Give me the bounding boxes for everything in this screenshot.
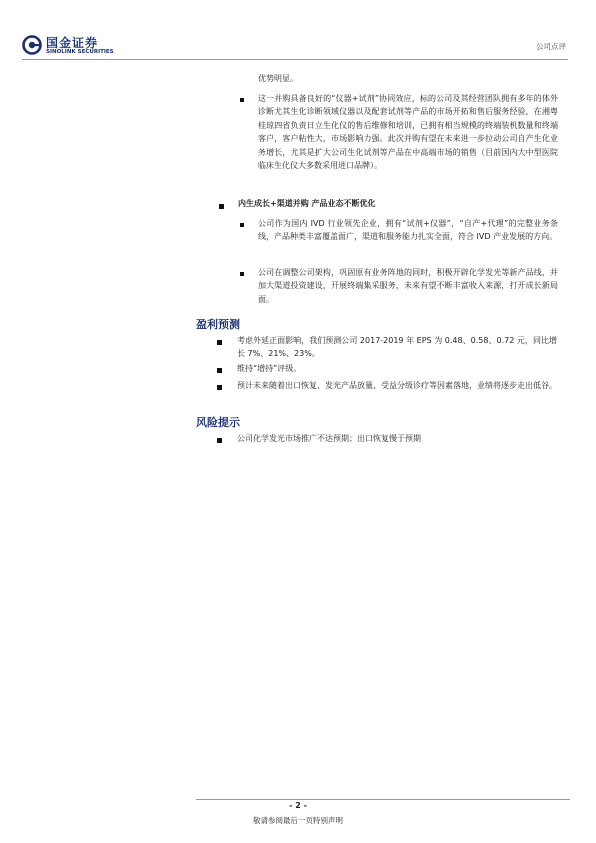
bullet-marker [217,385,222,390]
risk-section-title: 风险提示 [196,416,240,429]
bullet-marker [217,340,222,345]
bullet-marker [219,204,224,209]
intro-tail-text: 优势明显。 [258,74,298,83]
page-number: - 2 - [289,801,307,810]
bullet-marker [240,272,244,276]
bullet-marker [240,98,244,102]
bullet-marker [217,438,222,443]
page-header [0,0,596,60]
risk-item: 公司化学发光市场推广不达预期；出口恢复慢于预期 [237,434,421,443]
logo-emblem-icon [22,35,42,55]
footer-divider [196,799,570,800]
logo-english-name: SINOLINK SECURITIES [46,49,114,55]
logo-chinese-name: 国金证券 [46,36,99,50]
forecast-item-eps: 考虑外延正面影响，我们预测公司 2017-2019 年 EPS 为 0.48、0.58、0.72 元，同比增长 7%、21%、23%。 [237,336,557,359]
forecast-section-title: 盈利预测 [196,318,240,331]
sub-heading: 内生成长+渠道并购 产品业态不断优化 [238,199,376,208]
bullet-text-acquisition: 这一并购具备良好的“仪器+试剂”协同效应，标的公司及其经营团队拥有多年的体外诊断尤其生化诊断领域仪器以及配套试剂等产品的市场开拓和售后服务经验，在湘粤桂琼四省负责日立生化仪的售后维修和培训，已拥有相当规模的终端装机数量和终端客户，客户粘性大，市场影响力强。此次并购有望在未来进一步拉动公司自产生化业务增长，尤其是扩大公司生化试剂等产品在中高端市场的销售（目前国内大中型医院临床生化仪大多数采用进口品牌）。 [258,94,558,171]
header-divider [22,59,568,60]
bullet-marker [217,368,222,373]
forecast-item-rating: 维持“增持”评级。 [237,364,302,373]
bullet-text-new-lines: 公司在调整公司架构，巩固原有业务阵地的同时，积极开辟化学发光等新产品线，并加大渠道投资建设，开展终端集采服务，未来有望不断丰富收入来源，打开成长新局面。 [258,268,558,304]
forecast-item-outlook: 预计未来随着出口恢复、发光产品放量、受益分级诊疗等因素落地，业绩将逐步走出低谷。 [237,381,557,390]
company-logo [22,34,122,58]
disclaimer-note: 敬请参阅最后一页特别声明 [253,816,343,825]
bullet-marker [240,223,244,227]
report-type-label: 公司点评 [536,42,566,51]
bullet-text-ivd-leader: 公司作为国内 IVD 行业领先企业，拥有“试剂+仪器”，“自产+代理”的完整业务条线，产品种类丰富覆盖面广，渠道和服务能力扎实全面，符合 IVD 产业发展的方向。 [258,219,558,242]
